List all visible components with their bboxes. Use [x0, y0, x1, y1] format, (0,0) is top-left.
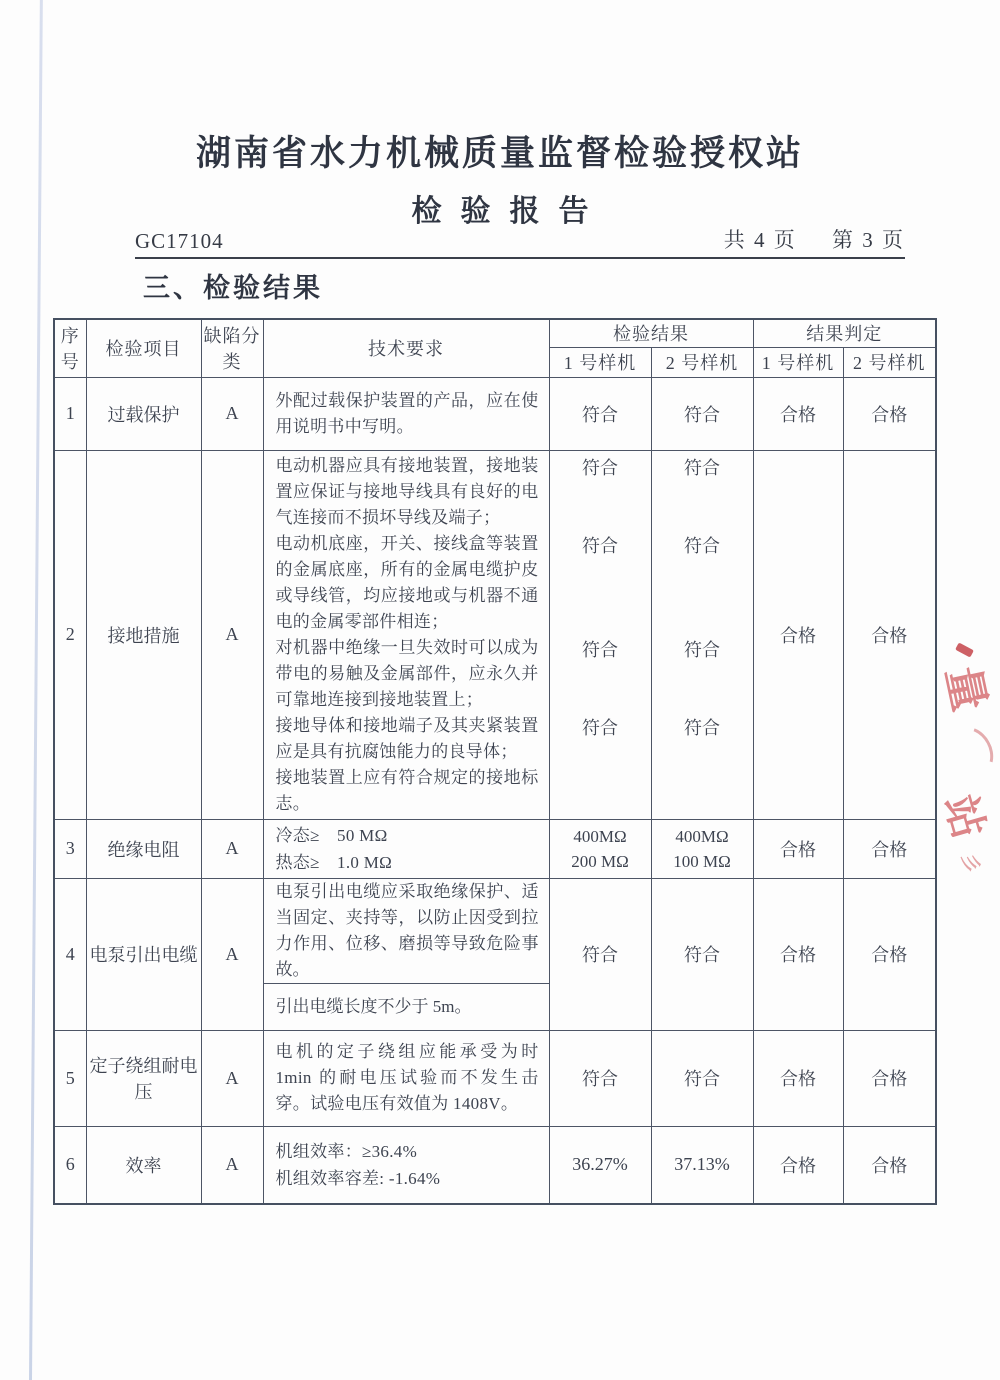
cell-judge-sample2: 合格 — [843, 1030, 936, 1126]
requirement-paragraph: 接地导体和接地端子及其夹紧装置应是具有抗腐蚀能力的良导体； — [275, 715, 539, 761]
result-value: 400MΩ — [675, 826, 729, 846]
cell-judge-sample1: 合格 — [753, 819, 843, 878]
cell-judge-sample2: 合格 — [843, 1126, 936, 1204]
cell-seq: 5 — [54, 1030, 86, 1126]
cell-result-sample2 — [651, 450, 753, 819]
header-judgement-group: 结果判定 — [753, 319, 936, 347]
cell-judge-sample1: 合格 — [753, 450, 843, 819]
result-value: 符合 — [582, 457, 618, 478]
cell-seq: 6 — [54, 1126, 86, 1204]
table-row — [54, 1030, 936, 1126]
requirement-paragraph: 接地装置上应有符合规定的接地标志。 — [275, 767, 539, 813]
cell-judge-sample1: 合格 — [753, 1030, 843, 1126]
cell-item: 过载保护 — [86, 377, 201, 450]
header-item: 检验项目 — [86, 319, 201, 377]
result-value: 符合 — [582, 717, 618, 738]
result-value: 符合 — [582, 639, 618, 660]
result-value: 符合 — [684, 535, 720, 556]
requirement-line: 机组效率容差: -1.64% — [275, 1168, 441, 1188]
cell-item: 接地措施 — [86, 450, 201, 819]
inspection-results-table — [53, 318, 937, 1205]
header-seq: 序号 — [54, 319, 86, 377]
cell-result-sample2: 符合 — [651, 1030, 753, 1126]
cell-judge-sample1: 合格 — [753, 377, 843, 450]
header-result-group: 检验结果 — [549, 319, 753, 347]
report-title: 检验报告 — [411, 195, 608, 228]
cell-requirement: 电机的定子绕组应能承受为时 1min 的耐电压试验而不发生击穿。试验电压有效值为 1408V。 — [263, 1030, 549, 1126]
cell-defect-class: A — [201, 377, 263, 450]
cell-defect-class: A — [201, 819, 263, 878]
cell-requirement: 外配过载保护装置的产品，应在使用说明书中写明。 — [263, 377, 549, 450]
result-value: 符合 — [582, 535, 618, 556]
section-title: 三、检验结果 — [143, 273, 323, 303]
requirement-line: 机组效率：≥36.4% — [275, 1141, 418, 1161]
requirement-paragraph: 电动机器应具有接地装置，接地装置应保证与接地导线具有良好的电气连接而不损坏导线及端子； — [275, 455, 539, 527]
cell-judge-sample2: 合格 — [843, 377, 936, 450]
cell-result-sample1 — [549, 819, 651, 878]
table-row — [54, 819, 936, 878]
cell-item: 效率 — [86, 1126, 201, 1204]
result-value: 符合 — [684, 639, 720, 660]
header-row-groups — [54, 319, 936, 347]
cell-result-sample1: 符合 — [549, 878, 651, 1030]
cell-result-sample2: 符合 — [651, 377, 753, 450]
result-value: 400MΩ — [573, 826, 627, 846]
cell-requirement — [263, 878, 549, 1030]
cell-result-sample1: 符合 — [549, 377, 651, 450]
cell-requirement — [263, 450, 549, 819]
cell-judge-sample2: 合格 — [843, 878, 936, 1030]
requirement-subcell: 引出电缆长度不少于 5m。 — [275, 996, 472, 1016]
cell-seq: 3 — [54, 819, 86, 878]
org-title: 湖南省水力机械质量监督检验授权站 — [195, 134, 804, 173]
current-page-label: 第 3 页 — [832, 228, 905, 252]
cell-result-sample2 — [651, 819, 753, 878]
total-pages-label: 共 4 页 — [723, 228, 797, 252]
cell-result-sample1: 符合 — [549, 1030, 651, 1126]
cell-judge-sample1: 合格 — [753, 878, 843, 1030]
stamp-fragment: 站 — [935, 790, 992, 844]
requirement-subcell: 电泵引出电缆应采取绝缘保护、适当固定、夹持等，以防止因受到拉力作用、位移、磨损等导致危险事故。 — [264, 879, 549, 984]
requirement-paragraph: 电动机底座，开关、接线盒等装置的金属底座，所有的金属电缆护皮或导线管，均应接地或与机器不通电的金属零部件相连； — [275, 533, 539, 631]
cell-seq: 4 — [54, 878, 86, 1030]
table-row — [54, 377, 936, 450]
table-row — [54, 450, 936, 819]
result-value: 200 MΩ — [571, 851, 629, 871]
header-defect-class: 缺陷分类 — [201, 319, 263, 377]
page-indicator — [694, 224, 905, 254]
cell-defect-class: A — [201, 450, 263, 819]
header-requirement: 技术要求 — [263, 319, 549, 377]
table-row — [54, 1126, 936, 1204]
result-value: 符合 — [684, 457, 720, 478]
cell-seq: 1 — [54, 377, 86, 450]
cell-judge-sample2: 合格 — [843, 450, 936, 819]
requirement-paragraph: 对机器中绝缘一旦失效时可以成为带电的易触及金属部件，应永久并可靠地连接到接地装置上； — [275, 637, 539, 709]
header-result-sample2: 2 号样机 — [651, 347, 753, 377]
cell-defect-class: A — [201, 1126, 263, 1204]
stamp-arc — [940, 719, 1000, 785]
stamp-stroke — [955, 642, 974, 657]
cell-result-sample2: 符合 — [651, 878, 753, 1030]
reference-row — [135, 224, 905, 259]
requirement-line: 冷态≥ 50 MΩ — [275, 825, 388, 845]
cell-judge-sample1: 合格 — [753, 1126, 843, 1204]
stamp-fragment: 彡 — [956, 851, 983, 875]
result-value: 100 MΩ — [673, 851, 731, 871]
result-value: 符合 — [684, 717, 720, 738]
header-judge-sample1: 1 号样机 — [753, 347, 843, 377]
cell-requirement — [263, 1126, 549, 1204]
cell-defect-class: A — [201, 1030, 263, 1126]
cell-result-sample1: 36.27% — [549, 1126, 651, 1204]
cell-item: 电泵引出电缆 — [86, 878, 201, 1030]
header-judge-sample2: 2 号样机 — [843, 347, 936, 377]
cell-seq: 2 — [54, 450, 86, 819]
cell-item: 绝缘电阻 — [86, 819, 201, 878]
header-result-sample1: 1 号样机 — [549, 347, 651, 377]
cell-result-sample2: 37.13% — [651, 1126, 753, 1204]
report-number: GC17104 — [135, 229, 224, 253]
cell-judge-sample2: 合格 — [843, 819, 936, 878]
requirement-line: 热态≥ 1.0 MΩ — [275, 852, 393, 872]
cell-result-sample1 — [549, 450, 651, 819]
cell-defect-class: A — [201, 878, 263, 1030]
cell-item: 定子绕组耐电压 — [86, 1030, 201, 1126]
cell-requirement — [263, 819, 549, 878]
stamp-fragment: 量 — [937, 662, 995, 716]
table-row — [54, 878, 936, 1030]
